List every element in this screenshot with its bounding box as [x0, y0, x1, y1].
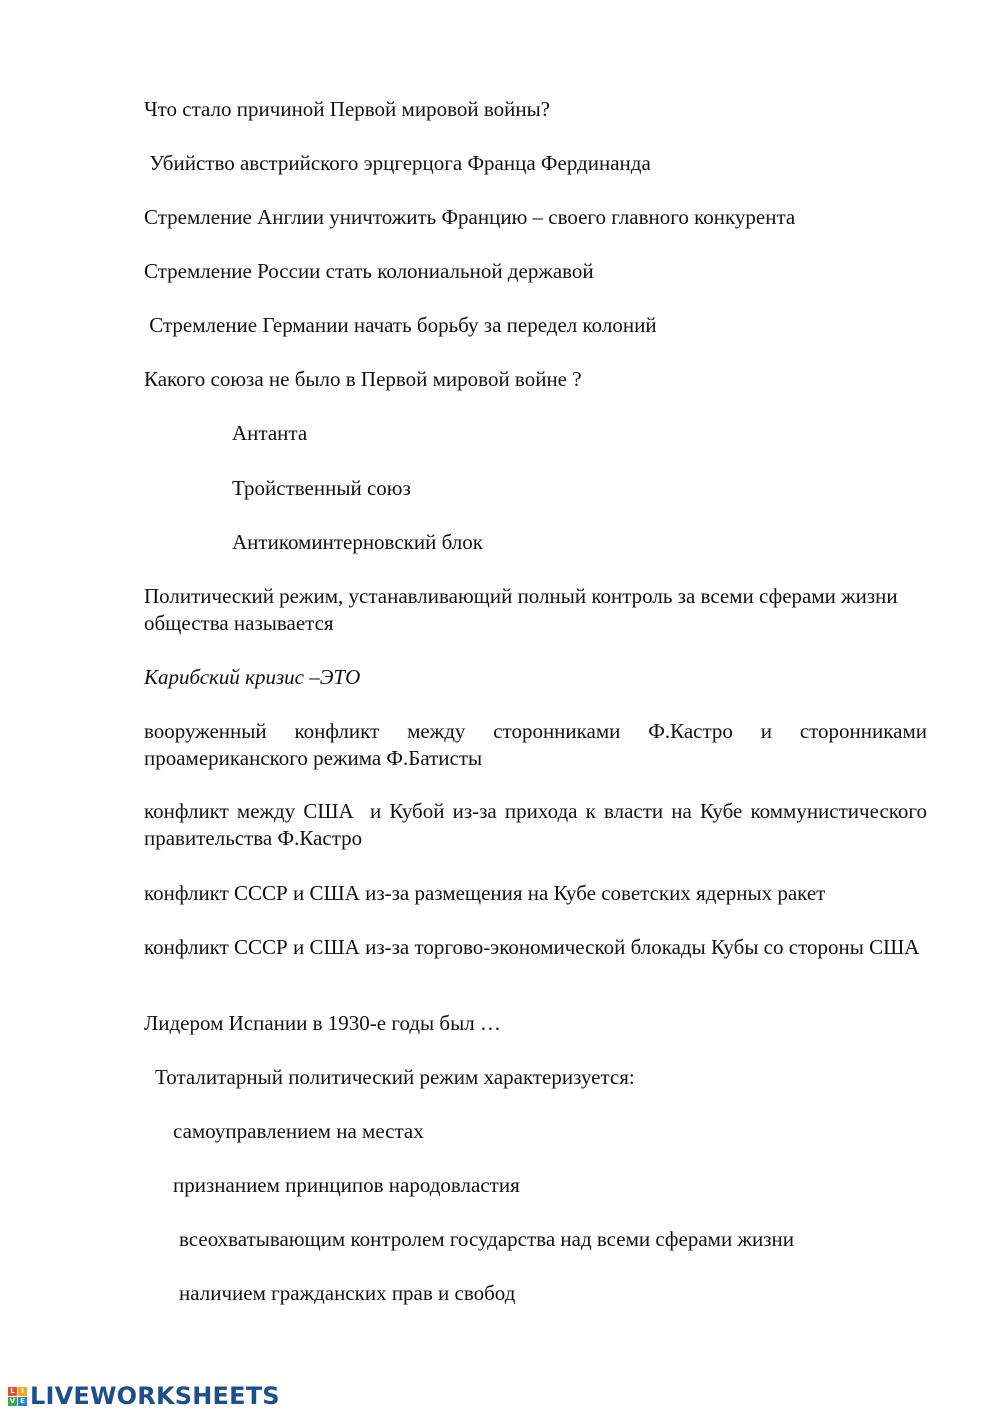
question-3-text: Политический режим, устанавливающий полный контроль за всеми сферами жизни общества называется: [144, 584, 898, 635]
q6-option-3[interactable]: всеохватывающим контролем государства над всеми сферами жизни: [179, 1227, 794, 1251]
q6-option-4[interactable]: наличием гражданских прав и свобод: [179, 1281, 516, 1305]
q1-option-4[interactable]: Стремление Германии начать борьбу за передел колоний: [144, 313, 657, 337]
q4-option-2[interactable]: конфликт между США и Кубой из-за прихода к власти на Кубе коммунистического правительства Ф.Кастро: [144, 799, 933, 850]
q4-option-4[interactable]: конфликт СССР и США из-за торгово-экономической блокады Кубы со стороны США: [144, 935, 920, 959]
q6-option-2[interactable]: признанием принципов народовластия: [173, 1173, 520, 1197]
q4-option-3[interactable]: конфликт СССР и США из-за размещения на Кубе советских ядерных ракет: [144, 881, 826, 905]
q2-option-2[interactable]: Тройственный союз: [232, 476, 411, 500]
q1-option-3[interactable]: Стремление России стать колониальной державой: [144, 259, 594, 283]
q6-option-1[interactable]: самоуправлением на местах: [173, 1119, 424, 1143]
question-6-text: Тоталитарный политический режим характеризуется:: [155, 1065, 635, 1089]
logo-block-3: V: [9, 1396, 16, 1405]
q2-option-3[interactable]: Антикоминтерновский блок: [232, 530, 483, 554]
q4-option-1[interactable]: вооруженный конфликт между сторонниками Ф.Кастро и сторонниками проамериканского режима Ф.Батисты: [144, 719, 927, 770]
liveworksheets-logo-icon: [8, 1387, 27, 1406]
q1-option-1[interactable]: Убийство австрийского эрцгерцога Франца Фердинанда: [144, 151, 651, 175]
question-1-text: Что стало причиной Первой мировой войны?: [144, 97, 551, 121]
brand-name: LIVEWORKSHEETS: [30, 1382, 280, 1410]
question-4-text: Карибский кризис –ЭТО: [144, 665, 361, 689]
liveworksheets-footer: [8, 1381, 280, 1411]
logo-block-2: I: [18, 1387, 27, 1396]
q2-option-1[interactable]: Антанта: [232, 421, 308, 445]
question-2-text: Какого союза не было в Первой мировой войне ?: [144, 367, 582, 391]
logo-block-4: E: [18, 1397, 27, 1406]
q1-option-2[interactable]: Стремление Англии уничтожить Францию – своего главного конкурента: [144, 205, 796, 229]
question-5-text: Лидером Испании в 1930-е годы был …: [144, 1011, 501, 1035]
logo-block-1: L: [8, 1387, 17, 1396]
